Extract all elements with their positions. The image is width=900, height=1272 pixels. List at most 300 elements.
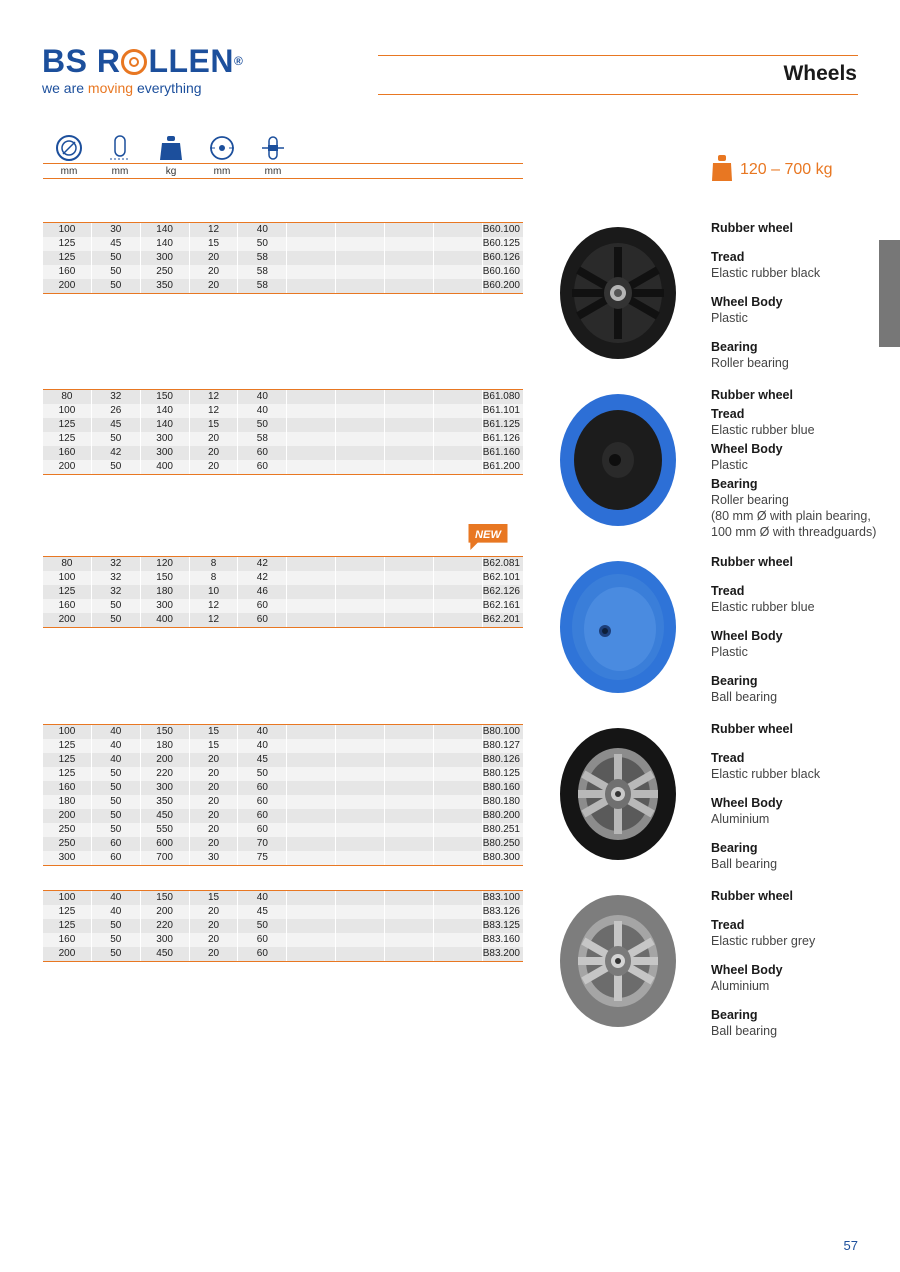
table-cell-empty [287, 585, 336, 599]
table-cell-empty [434, 905, 483, 919]
product-table [43, 556, 523, 628]
table-row [43, 753, 523, 767]
table-cell: 20 [190, 905, 239, 919]
table-row [43, 725, 523, 739]
table-cell: 80 [43, 557, 92, 571]
table-row [43, 557, 523, 571]
table-cell-empty [434, 251, 483, 265]
table-row [43, 418, 523, 432]
table-cell: 60 [92, 837, 141, 851]
table-cell: 50 [92, 460, 141, 474]
article-code: B80.250 [482, 838, 520, 849]
table-cell-empty [434, 432, 483, 446]
table-cell-empty [336, 823, 385, 837]
new-badge-text: NEW [475, 528, 501, 541]
tread-label: Tread [711, 250, 745, 264]
table-cell-empty [385, 585, 434, 599]
table-cell-empty [385, 781, 434, 795]
table-cell: 200 [141, 905, 190, 919]
table-cell-empty [385, 571, 434, 585]
table-cell: 700 [141, 851, 190, 865]
table-cell-empty [434, 809, 483, 823]
table-cell-empty [385, 265, 434, 279]
icon-header-rule [43, 163, 523, 164]
tread-label: Tread [711, 584, 745, 598]
table-cell: 40 [238, 891, 287, 905]
load-range-text: 120 – 700 kg [740, 161, 833, 178]
bearing-note: (80 mm Ø with plain bearing, 100 mm Ø with threadguards) [711, 509, 877, 539]
bearing-value: Roller bearing [711, 356, 789, 370]
table-cell-empty [287, 251, 336, 265]
table-cell-empty [336, 390, 385, 404]
brand-name: BS R LLEN® [42, 43, 244, 79]
table-cell: 15 [190, 418, 239, 432]
article-code: B80.126 [482, 754, 520, 765]
table-cell: 125 [43, 432, 92, 446]
table-cell: 15 [190, 725, 239, 739]
table-cell: 60 [238, 823, 287, 837]
table-cell: 40 [92, 739, 141, 753]
table-cell-empty [434, 781, 483, 795]
table-cell-empty [336, 279, 385, 293]
table-cell-empty [336, 767, 385, 781]
table-cell-empty [336, 585, 385, 599]
article-code: B60.125 [482, 238, 520, 249]
body-value: Aluminium [711, 812, 770, 826]
page-number: 57 [843, 1238, 858, 1253]
table-cell: 20 [190, 460, 239, 474]
table-cell: 125 [43, 919, 92, 933]
article-code: B80.125 [482, 768, 520, 779]
table-cell: 50 [92, 947, 141, 961]
table-cell: 45 [238, 753, 287, 767]
table-cell: 60 [238, 613, 287, 627]
article-code: B61.101 [482, 405, 520, 416]
article-code: B62.081 [482, 558, 520, 569]
table-cell-empty [434, 585, 483, 599]
tread-value: Elastic rubber black [711, 266, 821, 280]
table-cell-empty [287, 891, 336, 905]
table-cell-empty [336, 418, 385, 432]
table-cell-empty [336, 571, 385, 585]
new-badge [467, 524, 509, 550]
article-code: B80.300 [482, 852, 520, 863]
article-code: B83.125 [482, 920, 520, 931]
table-cell: 30 [190, 851, 239, 865]
table-cell: 125 [43, 251, 92, 265]
table-cell-empty [434, 613, 483, 627]
table-cell: 250 [43, 823, 92, 837]
article-code: B80.100 [482, 726, 520, 737]
table-cell: 60 [238, 795, 287, 809]
table-cell-empty [385, 237, 434, 251]
table-row [43, 905, 523, 919]
product-name: Rubber wheel [711, 388, 793, 402]
table-cell-empty [336, 251, 385, 265]
table-cell: 600 [141, 837, 190, 851]
product-table [43, 724, 523, 866]
table-cell-empty [385, 613, 434, 627]
table-cell: 300 [141, 933, 190, 947]
table-cell: 20 [190, 837, 239, 851]
table-cell-empty [385, 390, 434, 404]
table-cell-empty [287, 919, 336, 933]
product-name: Rubber wheel [711, 722, 793, 736]
table-cell: 12 [190, 390, 239, 404]
table-cell: 20 [190, 265, 239, 279]
bore-diameter-icon [196, 134, 248, 164]
table-cell-empty [336, 460, 385, 474]
table-cell: 125 [43, 905, 92, 919]
body-label: Wheel Body [711, 963, 783, 977]
table-row [43, 251, 523, 265]
table-cell-empty [287, 390, 336, 404]
table-cell: 300 [141, 432, 190, 446]
table-cell: 50 [92, 265, 141, 279]
logo-ring-icon [121, 49, 147, 75]
table-row [43, 613, 523, 627]
article-code: B62.101 [482, 572, 520, 583]
article-code: B61.126 [482, 433, 520, 444]
product-description [711, 554, 886, 705]
table-cell: 160 [43, 265, 92, 279]
table-cell-empty [434, 418, 483, 432]
table-cell-empty [287, 947, 336, 961]
table-cell: 42 [92, 446, 141, 460]
table-cell-empty [336, 851, 385, 865]
table-cell: 300 [141, 446, 190, 460]
table-row [43, 919, 523, 933]
table-cell: 300 [43, 851, 92, 865]
table-row [43, 947, 523, 961]
table-cell: 20 [190, 823, 239, 837]
table-cell: 350 [141, 279, 190, 293]
table-cell-empty [385, 753, 434, 767]
bearing-label: Bearing [711, 674, 758, 688]
table-cell: 200 [43, 613, 92, 627]
table-cell-empty [434, 390, 483, 404]
table-cell: 20 [190, 767, 239, 781]
table-cell-empty [434, 891, 483, 905]
table-row [43, 891, 523, 905]
tread-label: Tread [711, 918, 745, 932]
table-cell: 200 [43, 809, 92, 823]
table-cell: 140 [141, 223, 190, 237]
table-cell-empty [287, 823, 336, 837]
table-cell-empty [385, 404, 434, 418]
table-cell-empty [385, 432, 434, 446]
table-cell: 58 [238, 432, 287, 446]
table-cell-empty [287, 753, 336, 767]
table-cell: 75 [238, 851, 287, 865]
table-cell-empty [336, 933, 385, 947]
table-row [43, 265, 523, 279]
table-cell: 200 [43, 460, 92, 474]
section-tab [879, 240, 900, 347]
body-label: Wheel Body [711, 629, 783, 643]
table-cell: 140 [141, 404, 190, 418]
table-cell-empty [336, 613, 385, 627]
table-cell-empty [287, 781, 336, 795]
table-cell: 160 [43, 599, 92, 613]
table-cell: 12 [190, 404, 239, 418]
load-range [712, 155, 862, 185]
product-description [711, 888, 886, 1039]
table-row [43, 390, 523, 404]
table-cell-empty [385, 767, 434, 781]
header-rule-top [378, 55, 858, 56]
body-value: Plastic [711, 645, 748, 659]
bearing-label: Bearing [711, 477, 758, 491]
table-cell: 50 [92, 279, 141, 293]
table-cell-empty [336, 557, 385, 571]
table-cell: 300 [141, 251, 190, 265]
table-cell-empty [336, 739, 385, 753]
table-cell: 12 [190, 599, 239, 613]
table-cell: 60 [238, 460, 287, 474]
table-row [43, 237, 523, 251]
table-cell: 45 [92, 418, 141, 432]
table-cell-empty [287, 557, 336, 571]
table-cell: 40 [92, 905, 141, 919]
table-cell: 20 [190, 251, 239, 265]
table-cell-empty [434, 265, 483, 279]
table-cell: 125 [43, 418, 92, 432]
table-cell-empty [434, 223, 483, 237]
table-cell: 220 [141, 919, 190, 933]
table-cell-empty [336, 265, 385, 279]
table-cell: 70 [238, 837, 287, 851]
column-icon-header [43, 134, 523, 182]
table-row [43, 809, 523, 823]
article-code: B80.251 [482, 824, 520, 835]
table-cell-empty [287, 223, 336, 237]
table-cell: 50 [92, 919, 141, 933]
table-cell: 60 [92, 851, 141, 865]
table-cell: 125 [43, 739, 92, 753]
weight-icon [712, 155, 732, 181]
table-row [43, 446, 523, 460]
table-cell: 100 [43, 223, 92, 237]
unit-label: mm [111, 166, 129, 177]
table-cell: 150 [141, 725, 190, 739]
table-cell-empty [287, 460, 336, 474]
table-cell-empty [385, 851, 434, 865]
table-cell-empty [385, 947, 434, 961]
table-cell-empty [287, 809, 336, 823]
table-cell: 180 [141, 585, 190, 599]
table-row [43, 767, 523, 781]
table-row [43, 404, 523, 418]
table-row [43, 585, 523, 599]
tread-value: Elastic rubber black [711, 767, 821, 781]
table-cell: 40 [92, 891, 141, 905]
bearing-value: Ball bearing [711, 1024, 778, 1038]
table-cell-empty [385, 837, 434, 851]
table-cell: 50 [238, 767, 287, 781]
article-code: B80.127 [482, 740, 520, 751]
table-cell-empty [434, 460, 483, 474]
table-cell: 300 [141, 599, 190, 613]
table-cell: 26 [92, 404, 141, 418]
article-code: B60.100 [482, 224, 520, 235]
body-value: Plastic [711, 311, 748, 325]
tread-label: Tread [711, 407, 745, 421]
table-cell-empty [287, 599, 336, 613]
table-cell: 400 [141, 613, 190, 627]
table-cell: 12 [190, 223, 239, 237]
table-cell-empty [434, 823, 483, 837]
table-cell: 12 [190, 613, 239, 627]
table-cell: 350 [141, 795, 190, 809]
table-row [43, 781, 523, 795]
table-cell-empty [287, 933, 336, 947]
table-cell: 125 [43, 767, 92, 781]
page-title: Wheels [783, 62, 857, 85]
table-cell-empty [434, 739, 483, 753]
wheel-image-black-plastic [558, 225, 676, 361]
table-cell: 550 [141, 823, 190, 837]
table-cell: 100 [43, 571, 92, 585]
table-row [43, 739, 523, 753]
table-cell: 15 [190, 891, 239, 905]
article-code: B62.161 [482, 600, 520, 611]
brand-logo [42, 44, 272, 104]
table-cell: 40 [92, 753, 141, 767]
table-cell: 60 [238, 446, 287, 460]
table-row [43, 279, 523, 293]
table-cell-empty [434, 446, 483, 460]
table-cell-empty [336, 837, 385, 851]
table-cell: 160 [43, 446, 92, 460]
article-code: B62.201 [482, 614, 520, 625]
table-cell: 250 [141, 265, 190, 279]
table-cell: 20 [190, 933, 239, 947]
body-label: Wheel Body [711, 442, 783, 456]
table-cell: 20 [190, 809, 239, 823]
product-name: Rubber wheel [711, 221, 793, 235]
product-name: Rubber wheel [711, 889, 793, 903]
header-rule-bottom [378, 94, 858, 95]
table-cell: 120 [141, 557, 190, 571]
table-cell: 125 [43, 585, 92, 599]
article-code: B80.180 [482, 796, 520, 807]
tread-label: Tread [711, 751, 745, 765]
table-cell: 10 [190, 585, 239, 599]
table-cell-empty [336, 223, 385, 237]
table-row [43, 460, 523, 474]
article-code: B60.200 [482, 280, 520, 291]
table-cell-empty [434, 753, 483, 767]
table-cell-empty [385, 739, 434, 753]
article-code: B62.126 [482, 586, 520, 597]
table-cell-empty [434, 851, 483, 865]
table-cell-empty [385, 446, 434, 460]
article-code: B61.200 [482, 461, 520, 472]
table-cell-empty [385, 725, 434, 739]
table-cell: 15 [190, 739, 239, 753]
product-description [711, 220, 886, 371]
table-cell: 125 [43, 753, 92, 767]
table-cell: 60 [238, 947, 287, 961]
table-cell-empty [287, 837, 336, 851]
table-row [43, 851, 523, 865]
table-cell: 140 [141, 237, 190, 251]
table-cell: 32 [92, 557, 141, 571]
body-label: Wheel Body [711, 295, 783, 309]
table-cell: 50 [92, 767, 141, 781]
table-cell: 220 [141, 767, 190, 781]
table-cell-empty [434, 237, 483, 251]
table-cell-empty [434, 933, 483, 947]
table-cell-empty [385, 279, 434, 293]
table-cell: 8 [190, 557, 239, 571]
table-cell-empty [287, 279, 336, 293]
unit-label: kg [165, 166, 177, 177]
tread-value: Elastic rubber blue [711, 423, 815, 437]
table-cell-empty [336, 446, 385, 460]
article-code: B61.160 [482, 447, 520, 458]
bearing-value: Roller bearing [711, 493, 789, 507]
table-cell-empty [336, 891, 385, 905]
table-cell-empty [287, 905, 336, 919]
table-cell: 32 [92, 585, 141, 599]
table-cell-empty [336, 809, 385, 823]
product-name: Rubber wheel [711, 555, 793, 569]
table-cell-empty [385, 223, 434, 237]
table-cell-empty [434, 767, 483, 781]
table-row [43, 933, 523, 947]
table-cell: 46 [238, 585, 287, 599]
table-cell: 60 [238, 933, 287, 947]
table-cell-empty [287, 432, 336, 446]
table-cell: 160 [43, 933, 92, 947]
table-cell-empty [385, 460, 434, 474]
table-cell: 40 [238, 739, 287, 753]
table-cell: 200 [141, 753, 190, 767]
table-cell: 180 [141, 739, 190, 753]
tread-value: Elastic rubber blue [711, 600, 815, 614]
table-cell-empty [287, 725, 336, 739]
table-cell-empty [287, 795, 336, 809]
article-code: B83.160 [482, 934, 520, 945]
table-cell: 60 [238, 599, 287, 613]
table-cell: 20 [190, 947, 239, 961]
table-cell: 250 [43, 837, 92, 851]
table-row [43, 795, 523, 809]
table-cell: 58 [238, 265, 287, 279]
product-description [711, 387, 886, 540]
table-cell: 50 [92, 599, 141, 613]
table-cell: 50 [92, 933, 141, 947]
table-cell: 32 [92, 571, 141, 585]
table-cell: 300 [141, 781, 190, 795]
table-cell: 50 [92, 781, 141, 795]
table-cell-empty [434, 947, 483, 961]
article-code: B83.100 [482, 892, 520, 903]
table-cell-empty [336, 795, 385, 809]
table-cell: 45 [238, 905, 287, 919]
table-cell: 42 [238, 571, 287, 585]
article-code: B60.160 [482, 266, 520, 277]
table-cell: 50 [92, 432, 141, 446]
table-cell-empty [385, 251, 434, 265]
table-cell-empty [336, 947, 385, 961]
table-cell: 60 [238, 809, 287, 823]
table-cell: 150 [141, 891, 190, 905]
table-cell: 42 [238, 557, 287, 571]
table-cell-empty [287, 571, 336, 585]
